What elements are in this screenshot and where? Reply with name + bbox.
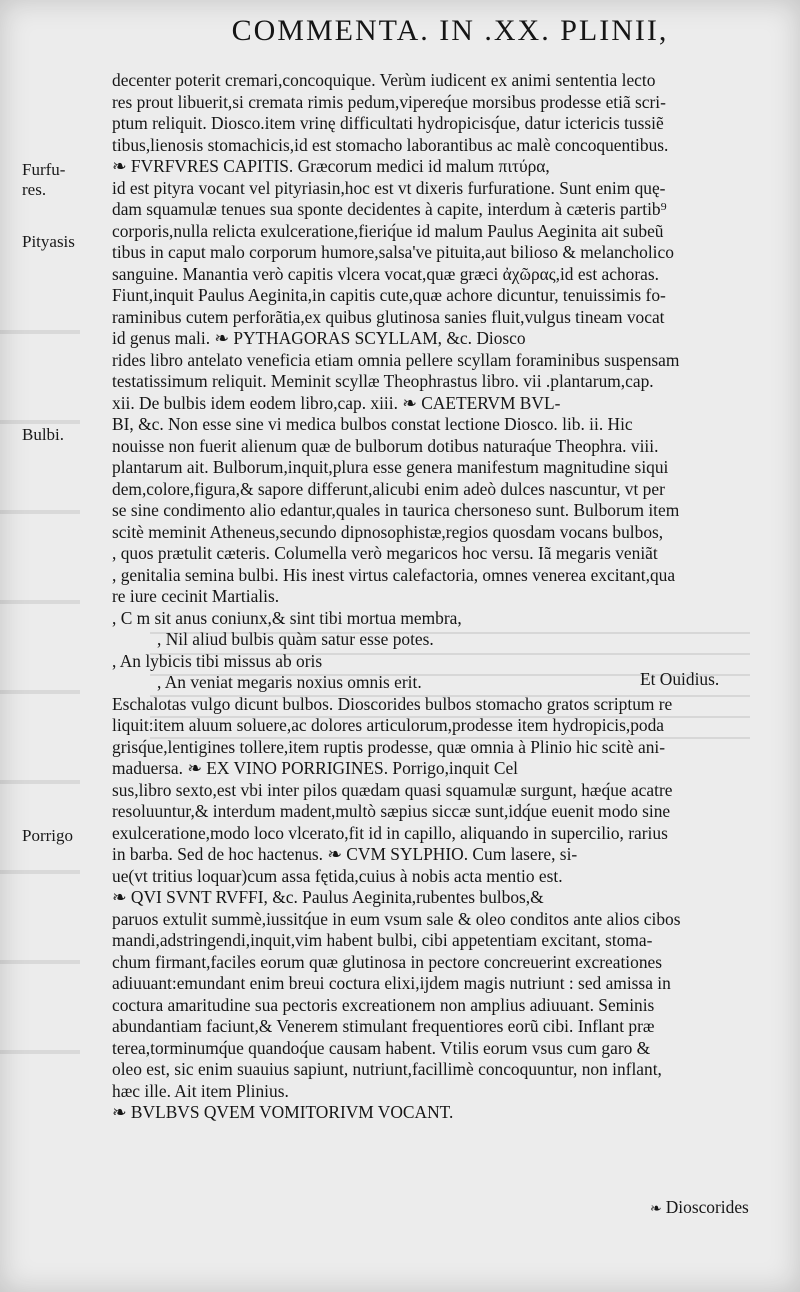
text-line: exulceratione,modo loco vlcerato,fit id in capillo, aliquando in supercilio, rarius [112, 822, 668, 843]
text-line: , quos prætulit cæteris. Columella verò megaricos hoc versu. Iã megaris veniãt [112, 543, 658, 563]
fleuron-icon: ❧ [650, 1202, 662, 1217]
text-line: decenter poterit cremari,concoquique. Verùm iudicent ex animi sententia lecto [112, 70, 656, 90]
text-line: tibus,lienosis stomachicis,id est stomacho laborantibus ac malè concoquentibus. [112, 134, 669, 155]
verse-line: , An lybicis tibi missus ab oris [112, 650, 323, 671]
text-line: ❧ FVRFVRES CAPITIS. Græcorum medici id malum πιτύρα, [112, 156, 550, 176]
verse-line: , C m sit anus coniunx,& sint tibi mortua membra, [112, 607, 462, 628]
text-line: in barba. Sed de hoc hactenus. ❧ CVM SYLPHIO. Cum lasere, si- [112, 844, 578, 864]
text-line: , genitalia semina bulbi. His inest virtus calefactoria, omnes venerea excitant,qua [112, 564, 676, 585]
text-line: maduersa. ❧ EX VINO PORRIGINES. Porrigo,inquit Cel [112, 758, 518, 778]
text-line: id est pityra vocant vel pityriasin,hoc est vt dixeris furfuratione. Sunt enim quę- [112, 177, 666, 198]
text-line: grisq́ue,lentigines tollere,item ruptis prodesse, quæ omnia à Plinio hic scitè ani- [112, 736, 666, 757]
text-line: id genus mali. ❧ PYTHAGORAS SCYLLAM, &c. Diosco [112, 328, 526, 348]
text-line: BI, &c. Non esse sine vi medica bulbos constat lectione Diosco. lib. ii. Hic [112, 414, 633, 434]
text-line: scitè meminit Atheneus,secundo dipnosophistæ,regios quosdam vocans bulbos, [112, 521, 664, 542]
text-line: nouisse non fuerit alienum quæ de bulborum dotibus naturaq́ue Theophra. viii. [112, 435, 659, 456]
catchword [650, 1197, 749, 1218]
margin-note-bulbi [22, 425, 64, 445]
text-line: mandi,adstringendi,inquit,vim habent bulbi, cibi appetentiam excitant, stoma- [112, 930, 653, 950]
show-through-left [0, 290, 80, 1090]
text-line: plantarum ait. Bulborum,inquit,plura esse genera manifestum magnitudine siqui [112, 457, 669, 477]
text-line: ❧ QVI SVNT RVFFI, &c. Paulus Aeginita,rubentes bulbos,& [112, 887, 544, 907]
margin-note-text: Bulbi. [22, 425, 65, 444]
text-line: corporis,nulla relicta exulceratione,fieriq́ue id malum Paulus Aeginita ait subeũ [112, 220, 664, 241]
text-line: raminibus cutem perforãtia,ex quibus glutinosa sanies fluit,vulgus tineam vocat [112, 306, 665, 327]
text-line: chum firmant,faciles eorum quæ glutinosa in pectore concreuerint excreationes [112, 951, 663, 972]
text-line: oleo est, sic enim suauius sapiunt, nutriunt,facillimè concoquuntur, non inflant, [112, 1059, 662, 1079]
text-line: se sine condimento alio edantur,quales in taurica chersoneso sunt. Bulborum item [112, 500, 680, 520]
margin-note-text: Furfu- res. [22, 160, 66, 199]
margin-note-porrigo [22, 826, 73, 846]
text-line: ue(vt tritius loquar)cum assa fętida,cuius à nobis acta mentio est. [112, 865, 563, 886]
margin-note-pityasis [22, 232, 75, 252]
right-marginal-note: Et Ouidius. [640, 669, 720, 689]
text-line: abundantiam faciunt,& Venerem stimulant frequentiores eorũ cibi. Inflant præ [112, 1016, 655, 1036]
margin-note-text: Pityasis [22, 232, 75, 251]
text-line: resoluuntur,& interdum madent,multò sæpius siccæ sunt,idq́ue euenit modo sine [112, 801, 671, 821]
text-line: liquit:item aluum soluere,ac dolores articulorum,prodesse item hydropicis,poda [112, 715, 665, 735]
text-line: sanguine. Manantia verò capitis vlcera vocat,quæ græci ἀχῶρας,id est achoras. [112, 263, 659, 284]
text-line: Fiunt,inquit Paulus Aeginita,in capitis cute,quæ achore dicuntur, tenuissimis fo- [112, 285, 666, 305]
margin-note-text: Porrigo [22, 826, 73, 845]
text-line: coctura amaritudine sua pectoris excreationem non amplius adiuuant. Seminis [112, 994, 655, 1015]
text-line: ptum reliquit. Diosco.item vrinę difficultati hydropicisq́ue, datur ictericis tussiẽ [112, 113, 664, 133]
section-heading-line [112, 1124, 772, 1146]
verse-line: , Nil aliud bulbis quàm satur esse potes. [157, 629, 434, 649]
running-head: COMMENTA. IN .XX. PLINII, [231, 14, 669, 47]
text-line: tibus in caput malo corporum humore,salsa've pituita,aut bilioso & melancholico [112, 242, 674, 262]
text-line: rides libro antelato veneficia etiam omnia pellere scyllam foraminibus suspensam [112, 349, 680, 370]
text-line: sus,libro sexto,est vbi inter pilos quædam quasi squamulæ surgunt, hæq́ue acatre [112, 779, 673, 800]
text-line: dem,colore,figura,& sapore differunt,alicubi enim adeò dulces nascuntur, vt per [112, 478, 665, 499]
text-line: testatissimum reliquit. Meminit scyllæ Theophrastus libro. vii .plantarum,cap. [112, 371, 654, 391]
verse-line: , An veniat megaris noxius omnis erit. [157, 672, 422, 692]
margin-note-furfures [22, 160, 65, 200]
text-line: xii. De bulbis idem eodem libro,cap. xiii. ❧ CAETERVM BVL- [112, 392, 561, 413]
text-line: terea,torminumq́ue quandoq́ue causam habent. Vtilis eorum vsus cum garo & [112, 1037, 651, 1058]
body-text [112, 70, 772, 1145]
text-line: adiuuant:emundant enim breui coctura elixi,ijdem magis nutriunt : sed amissa in [112, 973, 671, 993]
text-line: hæc ille. Ait item Plinius. [112, 1080, 289, 1101]
text-line: res prout libuerit,si cremata rimis pedum,vipereq́ue morsibus prodesse etiã scri- [112, 91, 666, 112]
text-line: paruos extulit summè,iussitq́ue in eum vsum sale & oleo conditos ante alios cibos [112, 908, 681, 929]
text-line: dam squamulæ tenues sua sponte decidentes à capite, interdum à cæteris partib⁹ [112, 199, 667, 219]
text-line: re iure cecinit Martialis. [112, 586, 280, 606]
text-line: ❧ BVLBVS QVEM VOMITORIVM VOCANT. [112, 1102, 454, 1122]
text-line: Eschalotas vulgo dicunt bulbos. Dioscorides bulbos stomacho gratos scriptum re [112, 693, 673, 714]
catchword-text: Dioscorides [665, 1197, 749, 1217]
